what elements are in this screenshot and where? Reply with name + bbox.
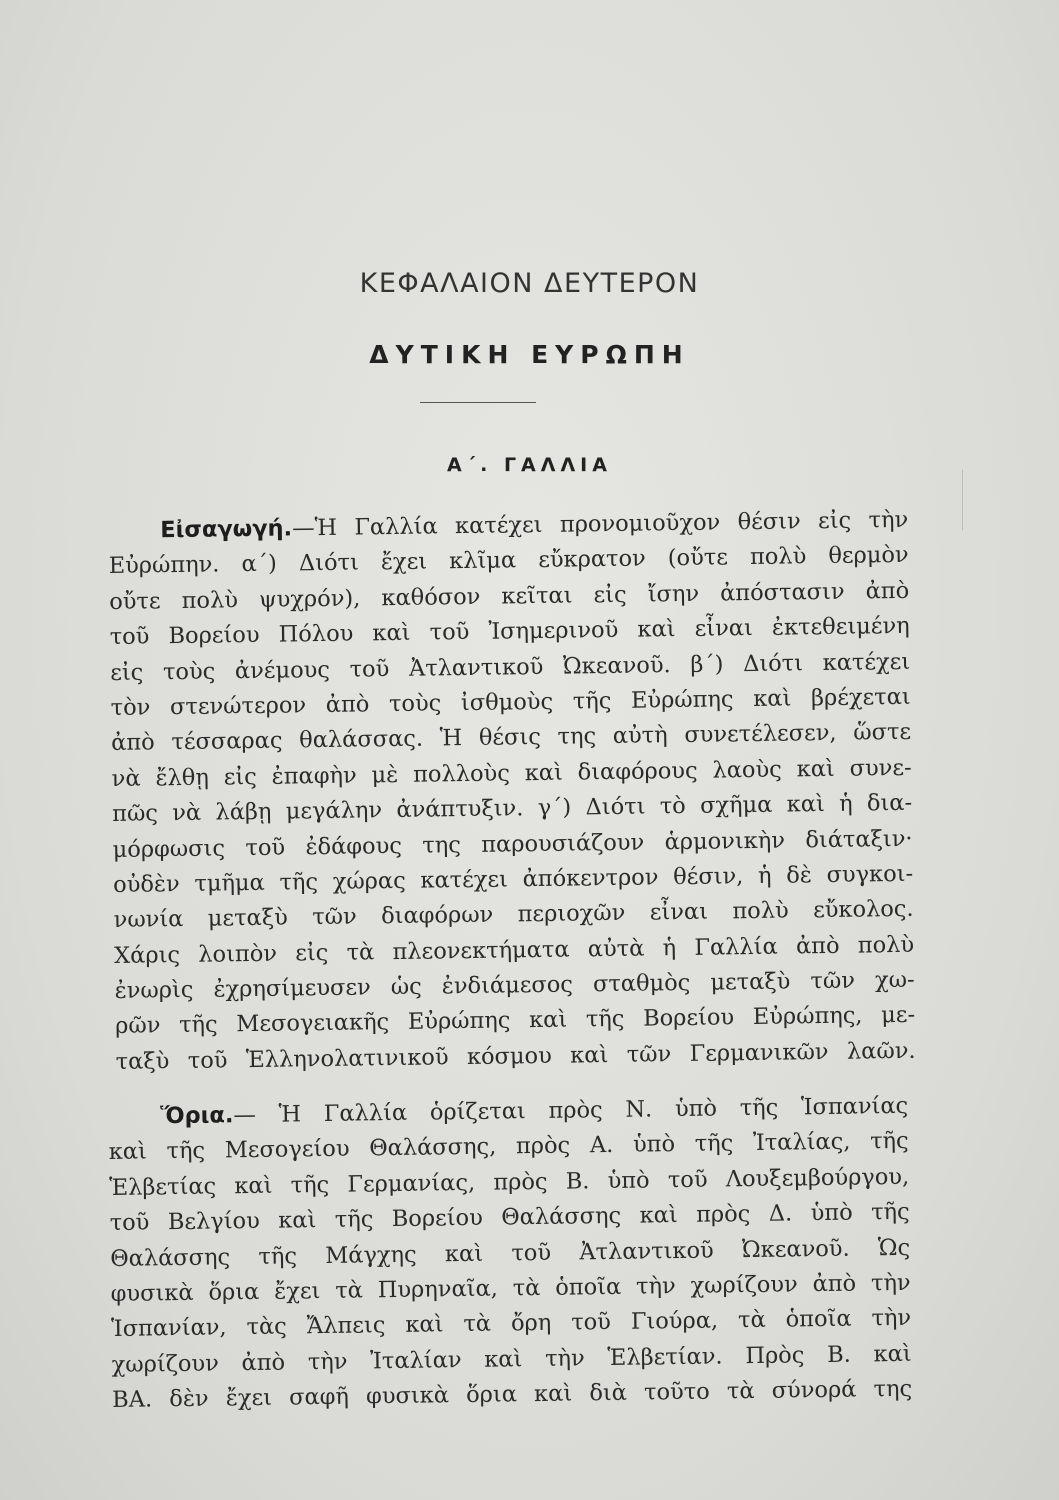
limits-paragraph — [108, 1089, 912, 1419]
text-line: Χάρις λοιπὸν εἰς τὰ πλεονεκτήματα αὐτὰ ἡ Γαλλία ἀπὸ πολὺ — [113, 931, 915, 969]
page-scratch-mark — [962, 470, 963, 530]
text-line: νωνία μεταξὺ τῶν διαφόρων περιοχῶν εἶναι πολὺ εὔκολος. — [113, 896, 914, 934]
text-line: τοῦ Βορείου Πόλου καὶ τοῦ Ἰσημερινοῦ καὶ εἶναι ἐκτεθειμένη — [109, 612, 910, 651]
text-line: Εὐρώπην. α΄) Διότι ἔχει κλῖμα εὔκρατον (οὔτε πολὺ θερμὸν — [108, 542, 909, 580]
text-line: νὰ ἔλθῃ εἰς ἐπαφὴν μὲ πολλοὺς καὶ διαφόρους λαοὺς καὶ συνε- — [111, 754, 912, 792]
text-line: Ὅρια.— Ἡ Γαλλία ὁρίζεται πρὸς Ν. ὑπὸ τῆς Ἱσπανίας — [160, 1092, 909, 1130]
text-line: εἰς τοὺς ἀνέμους τοῦ Ἀτλαντικοῦ Ὠκεανοῦ. β΄) Διότι κατέχει — [110, 648, 911, 686]
chapter-title: ΔΥΤΙΚΗ ΕΥΡΩΠΗ — [369, 340, 690, 369]
text-line: ἐνωρὶς ἐχρησίμευσεν ὡς ἐνδιάμεσος σταθμὸς μεταξὺ τῶν χω- — [114, 966, 915, 1005]
text-line: Θαλάσσης τῆς Μάγχης καὶ τοῦ Ἀτλαντικοῦ Ὠκεανοῦ. Ὡς — [110, 1234, 911, 1272]
text-line: πῶς νὰ λάβῃ μεγάλην ἀνάπτυξιν. γ΄) Διότι τὸ σχῆμα καὶ ἡ δια- — [112, 789, 913, 828]
intro-paragraph — [108, 503, 916, 1080]
text-line: μόρφωσις τοῦ ἐδάφους της παρουσιάζουν ἁρμονικὴν διάταξιν· — [112, 825, 913, 863]
paragraph-heading: Εἰσαγωγή. — [160, 515, 293, 544]
text-line: Ἱσπανίαν, τὰς Ἄλπεις καὶ τὰ ὄρη τοῦ Γιούρα, τὰ ὁποῖα τὴν — [111, 1305, 912, 1343]
text-line: καὶ τῆς Μεσογείου Θαλάσσης, πρὸς Α. ὑπὸ τῆς Ἰταλίας, τῆς — [108, 1128, 909, 1166]
title-divider — [420, 402, 536, 403]
text-line: οὔτε πολὺ ψυχρόν), καθόσον κεῖται εἰς ἴσην ἀπόστασιν ἀπὸ — [109, 577, 910, 615]
text-line: ἀπὸ τέσσαρας θαλάσσας. Ἡ θέσις της αὐτὴ συνετέλεσεν, ὥστε — [111, 719, 912, 757]
text-line: οὐδὲν τμῆμα τῆς χώρας κατέχει ἀπόκεντρον θέσιν, ἡ δὲ συγκοι- — [112, 860, 914, 898]
text-line: ταξὺ τοῦ Ἑλληνολατινικοῦ κόσμου καὶ τῶν Γερμανικῶν λαῶν. — [115, 1037, 916, 1075]
text-line: Ἑλβετίας καὶ τῆς Γερμανίας, πρὸς Β. ὑπὸ τοῦ Λουξεμβούργου, — [109, 1163, 910, 1201]
text-line: τὸν στενώτερον ἀπὸ τοὺς ἰσθμοὺς τῆς Εὐρώπης καὶ βρέχεται — [110, 683, 911, 721]
text-line: ΒΑ. δὲν ἔχει σαφῆ φυσικὰ ὅρια καὶ διὰ τοῦτο τὰ σύνορά της — [112, 1375, 913, 1414]
text-line: ρῶν τῆς Μεσογειακῆς Εὐρώπης καὶ τῆς Βορείου Εὐρώπης, με- — [114, 1002, 916, 1040]
section-title: Α΄. ΓΑΛΛΙΑ — [447, 454, 612, 476]
paragraph-heading: Ὅρια. — [160, 1102, 234, 1130]
text-line: Εἰσαγωγή.—Ἡ Γαλλία κατέχει προνομιοῦχον θέσιν εἰς τὴν — [160, 506, 909, 544]
text-line: τοῦ Βελγίου καὶ τῆς Βορείου Θαλάσσης καὶ πρὸς Δ. ὑπὸ τῆς — [109, 1198, 910, 1237]
chapter-heading: ΚΕΦΑΛΑΙΟΝ ΔΕΥΤΕΡΟΝ — [359, 268, 700, 299]
text-line: χωρίζουν ἀπὸ τὴν Ἰταλίαν καὶ τὴν Ἑλβετίαν. Πρὸς Β. καὶ — [111, 1340, 912, 1378]
text-line: φυσικὰ ὅρια ἔχει τὰ Πυρηναῖα, τὰ ὁποῖα τὴν χωρίζουν ἀπὸ τὴν — [110, 1269, 911, 1307]
